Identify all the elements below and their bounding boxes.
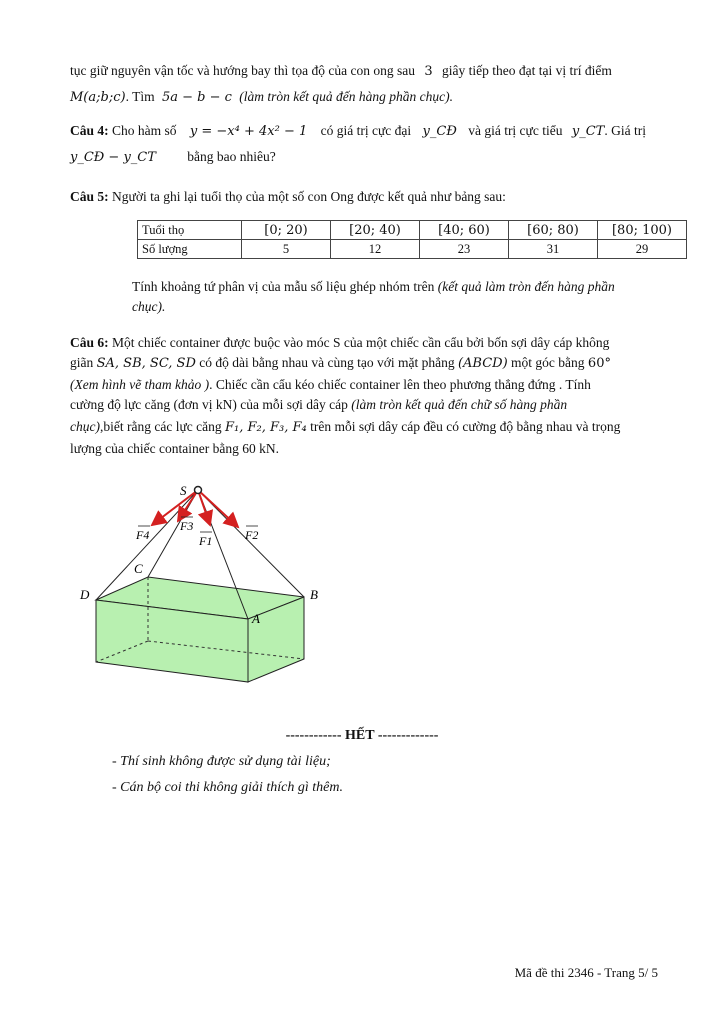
q6-line5 [70,418,620,437]
svg-text:F4: F4 [136,528,150,542]
label-f3 [179,517,193,533]
label-c: C [134,561,143,576]
q6-l3note: (Xem hình vẽ tham khảo ) [70,377,210,392]
q3-line2 [70,88,453,107]
q6-l4a: cường độ lực căng (đơn vị kN) của mỗi sợi dây cáp [70,397,348,412]
q5-label: Câu 5: [70,189,109,204]
q3-num: 3 [424,64,433,79]
table-row [138,240,687,259]
table-cell: 12 [331,240,420,259]
table-cell: 5 [242,240,331,259]
q4-function: y = −x⁴ + 4x² − 1 [189,124,308,139]
note-line: - Cán bộ coi thi không giải thích gì thêm. [112,780,343,795]
svg-text:F2: F2 [245,528,259,542]
q4-text2: có giá trị cực đại [320,123,412,138]
table-cell: [20; 40) [331,221,420,240]
q6-line3 [70,376,591,394]
end-marker: ------------ HẾT ------------- [285,728,439,743]
container-figure [70,475,330,690]
q5-ask-note: (kết quả làm tròn đến hàng phần [437,279,615,294]
q6-l2c: một góc bằng [511,355,585,370]
q6-angle: 60° [587,356,611,371]
q3-text: tục giữ nguyên vận tốc và hướng bay thì tọa độ của con ong sau [70,63,415,78]
q4-text5: bằng bao nhiêu? [187,149,276,164]
q4-label: Câu 4: [70,123,109,138]
table-cell: [40; 60) [420,221,509,240]
q6-line6: lượng của chiếc container bằng 60 kN. [70,441,280,456]
q6-forces: F₁, F₂, F₃, F₄ [225,420,307,435]
q4-line1 [70,122,646,141]
table-cell: 29 [598,240,687,259]
q6-line2 [70,354,611,373]
expression: 5a − b − c [161,90,232,105]
q6-l5note: chục) [70,419,100,434]
svg-text:F3: F3 [180,519,194,533]
q6-l2a: giãn [70,355,94,370]
q6-l5a: ,biết rằng các lực căng [99,419,222,434]
page-footer: Mã đề thi 2346 - Trang 5/ 5 [514,965,658,980]
label-s: S [180,483,187,498]
q5-ask-text: Tính khoảng tứ phân vị của mẫu số liệu ghép nhóm trên [132,279,435,294]
q6-l3: . Chiếc cần cẩu kéo chiếc container lên theo phương thẳng đứng . Tính [209,377,591,392]
q5-text: Người ta ghi lại tuổi thọ của một số con Ong được kết quả như bảng sau: [112,189,506,204]
q6-l5b: trên mỗi sợi dây cáp đều có cường độ bằng nhau và trọng [310,419,621,434]
q5-line1 [70,188,506,206]
table-header-count: Số lượng [138,240,242,259]
q4-text4: . Giá trị [604,123,646,138]
label-f1 [198,532,212,548]
table-header-lifespan: Tuổi thọ [138,221,242,240]
q3-line1 [70,62,612,81]
svg-text:F1: F1 [199,534,213,548]
q6-line4 [70,396,567,414]
q5-ask1 [132,278,615,296]
q6-plane: (ABCD) [457,356,508,371]
point-m: M(a;b;c) [70,90,126,105]
q6-label: Câu 6: [70,335,109,350]
label-f4 [135,526,150,542]
hook-icon [195,487,202,494]
q4-line2 [70,148,276,167]
label-a: A [252,611,260,626]
table-cell: 31 [509,240,598,259]
q4-ycd: y_CĐ [422,124,457,139]
q6-l1: Một chiếc container được buộc vào móc S của một chiếc cần cẩu bởi bốn sợi dây cáp không [112,335,610,350]
lifespan-table [137,220,687,259]
label-f2 [244,526,258,542]
table-cell: [0; 20) [242,221,331,240]
q5-ask2: chục). [132,299,166,314]
q6-cables: SA, SB, SC, SD [96,356,196,371]
label-d: D [80,587,90,602]
note-line: - Thí sinh không được sử dụng tài liệu; [112,754,331,769]
q3-text-end: giây tiếp theo đạt tại vị trí điểm [441,63,612,78]
q6-line1 [70,334,609,352]
q4-diff: y_CĐ − y_CT [70,150,156,165]
label-b: B [310,587,318,602]
table-row [138,221,687,240]
q4-text1: Cho hàm số [112,123,177,138]
rounding-note: (làm tròn kết quả đến hàng phần chục). [239,89,454,104]
table-cell: [80; 100) [598,221,687,240]
q6-l2b: có độ dài bằng nhau và cùng tạo với mặt phẳng [199,355,455,370]
q6-l4note: (làm tròn kết quả đến chữ số hàng phần [351,397,568,412]
q4-text3: và giá trị cực tiểu [468,123,563,138]
table-cell: [60; 80) [509,221,598,240]
find-label: . Tìm [125,89,155,104]
q4-yct: y_CT [571,124,605,139]
table-cell: 23 [420,240,509,259]
